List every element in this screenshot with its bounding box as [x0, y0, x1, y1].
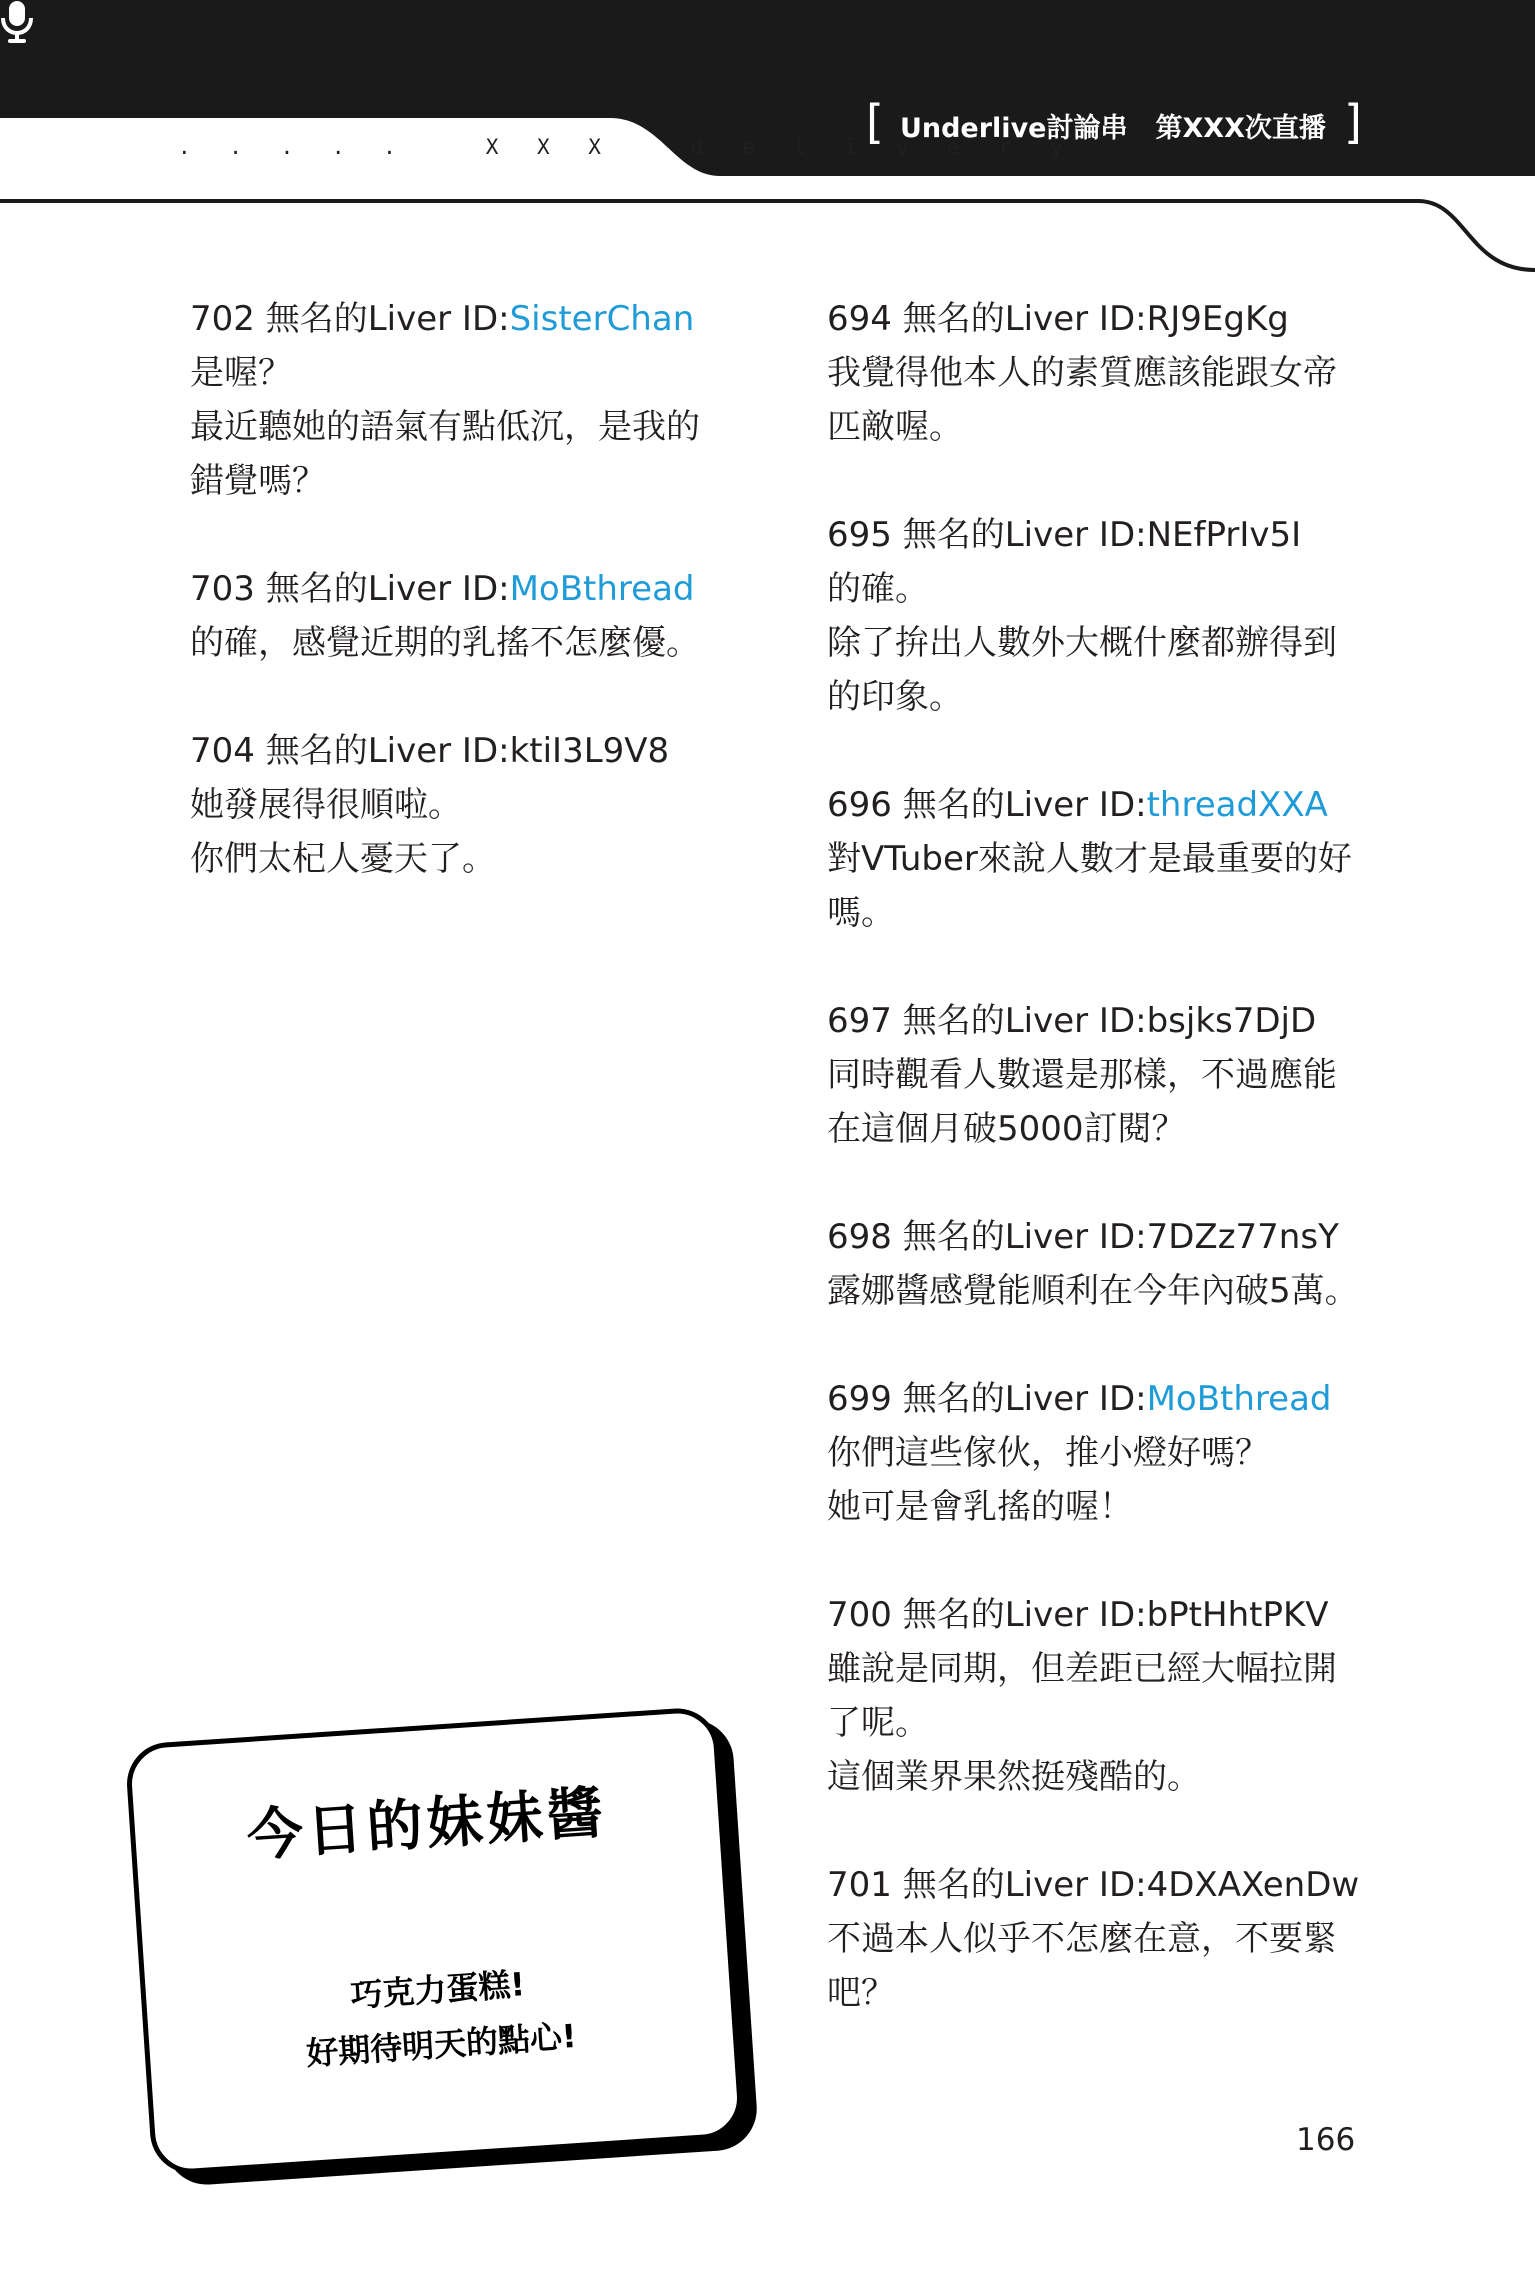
title-bracket-open: [	[866, 95, 884, 149]
forum-post	[827, 994, 1387, 1156]
post-header	[190, 292, 750, 346]
post-header	[827, 292, 1387, 346]
post-number-and-author: 694 無名的Liver ID:	[827, 299, 1147, 339]
post-header	[827, 778, 1387, 832]
forum-post	[827, 1372, 1387, 1534]
post-body-line: 對VTuber來說人數才是最重要的好	[827, 839, 1352, 879]
card-line-2: 好期待明天的點心!	[305, 2016, 578, 2073]
forum-post	[190, 724, 750, 886]
post-body-line: 她發展得很順啦。	[190, 785, 462, 825]
post-number-and-author: 699 無名的Liver ID:	[827, 1379, 1147, 1419]
thread-name: Underlive討論串	[899, 112, 1128, 144]
post-header	[827, 508, 1387, 562]
post-number-and-author: 701 無名的Liver ID:	[827, 1865, 1147, 1905]
post-body-line: 嗎。	[827, 893, 895, 933]
card-title: 今日的妹妹醬	[245, 1780, 609, 1870]
post-header	[827, 1372, 1387, 1426]
post-body-line: 是喔？	[190, 353, 292, 393]
post-number-and-author: 702 無名的Liver ID:	[190, 299, 510, 339]
post-number-and-author: 695 無名的Liver ID:	[827, 515, 1147, 555]
title-bracket-close: ]	[1343, 95, 1362, 149]
post-header	[827, 1210, 1387, 1264]
poster-id: bPtHhtPKV	[1146, 1595, 1329, 1635]
page-number: 166	[1296, 2122, 1356, 2158]
post-header	[827, 1588, 1387, 1642]
post-body-line: 吧？	[827, 1973, 895, 2013]
post-number-and-author: 703 無名的Liver ID:	[190, 569, 510, 609]
post-body-line: 最近聽她的語氣有點低沉，是我的	[190, 407, 700, 447]
poster-id: threadXXA	[1146, 785, 1328, 825]
post-body-line: 你們太杞人憂天了。	[190, 839, 496, 879]
left-column	[190, 292, 750, 940]
poster-id: RJ9EgKg	[1146, 299, 1289, 339]
post-body-line: 雖說是同期，但差距已經大幅拉開	[827, 1649, 1337, 1689]
poster-id: bsjks7DjD	[1146, 1001, 1317, 1041]
forum-post	[190, 292, 750, 508]
post-number-and-author: 696 無名的Liver ID:	[827, 785, 1147, 825]
post-header	[190, 562, 750, 616]
thread-title	[866, 95, 1362, 152]
post-body-line: 同時觀看人數還是那樣，不過應能	[827, 1055, 1337, 1095]
post-body-line: 露娜醬感覺能順利在今年內破5萬。	[827, 1271, 1359, 1311]
poster-id: 4DXAXenDw	[1146, 1865, 1360, 1905]
page-header	[0, 0, 1535, 300]
forum-post	[827, 1858, 1387, 2020]
post-number-and-author: 704 無名的Liver ID:	[190, 731, 510, 771]
post-body-line: 除了拚出人數外大概什麼都辦得到	[827, 623, 1337, 663]
daily-sister-card	[124, 1706, 744, 2176]
right-column	[827, 292, 1387, 2074]
forum-post	[827, 1210, 1387, 1318]
thread-episode: 第XXX次直播	[1155, 112, 1326, 144]
forum-post	[190, 562, 750, 670]
poster-id: SisterChan	[509, 299, 695, 339]
card-face	[124, 1706, 744, 2176]
post-body-line: 不過本人似乎不怎麼在意，不要緊	[827, 1919, 1337, 1959]
post-number-and-author: 700 無名的Liver ID:	[827, 1595, 1147, 1635]
forum-post	[827, 292, 1387, 454]
post-body-line: 你們這些傢伙，推小燈好嗎？	[827, 1433, 1269, 1473]
post-number-and-author: 698 無名的Liver ID:	[827, 1217, 1147, 1257]
poster-id: MoBthread	[1146, 1379, 1332, 1419]
forum-post	[827, 778, 1387, 940]
post-body-line: 錯覺嗎？	[190, 461, 326, 501]
post-body-line: 的印象。	[827, 677, 963, 717]
poster-id: NEfPrIv5I	[1146, 515, 1302, 555]
poster-id: 7DZz77nsY	[1146, 1217, 1339, 1257]
forum-post	[827, 1588, 1387, 1804]
post-body-line: 我覺得他本人的素質應該能跟女帝	[827, 353, 1337, 393]
post-body-line: 她可是會乳搖的喔！	[827, 1487, 1133, 1527]
running-head-ribbon: . . . . . X X X d e l i v e r y	[178, 135, 1076, 159]
card-line-1: 巧克力蛋糕!	[349, 1965, 527, 2015]
post-number-and-author: 697 無名的Liver ID:	[827, 1001, 1147, 1041]
post-header	[190, 724, 750, 778]
microphone-icon	[0, 0, 34, 44]
post-body-line: 的確。	[827, 569, 929, 609]
post-body-line: 的確，感覺近期的乳搖不怎麼優。	[190, 623, 700, 663]
forum-post	[827, 508, 1387, 724]
post-body-line: 匹敵喔。	[827, 407, 963, 447]
poster-id: MoBthread	[509, 569, 695, 609]
post-header	[827, 994, 1387, 1048]
post-header	[827, 1858, 1387, 1912]
post-body-line: 這個業界果然挺殘酷的。	[827, 1757, 1201, 1797]
poster-id: ktiI3L9V8	[509, 731, 670, 771]
post-body-line: 了呢。	[827, 1703, 929, 1743]
post-body-line: 在這個月破5000訂閱？	[827, 1109, 1186, 1149]
